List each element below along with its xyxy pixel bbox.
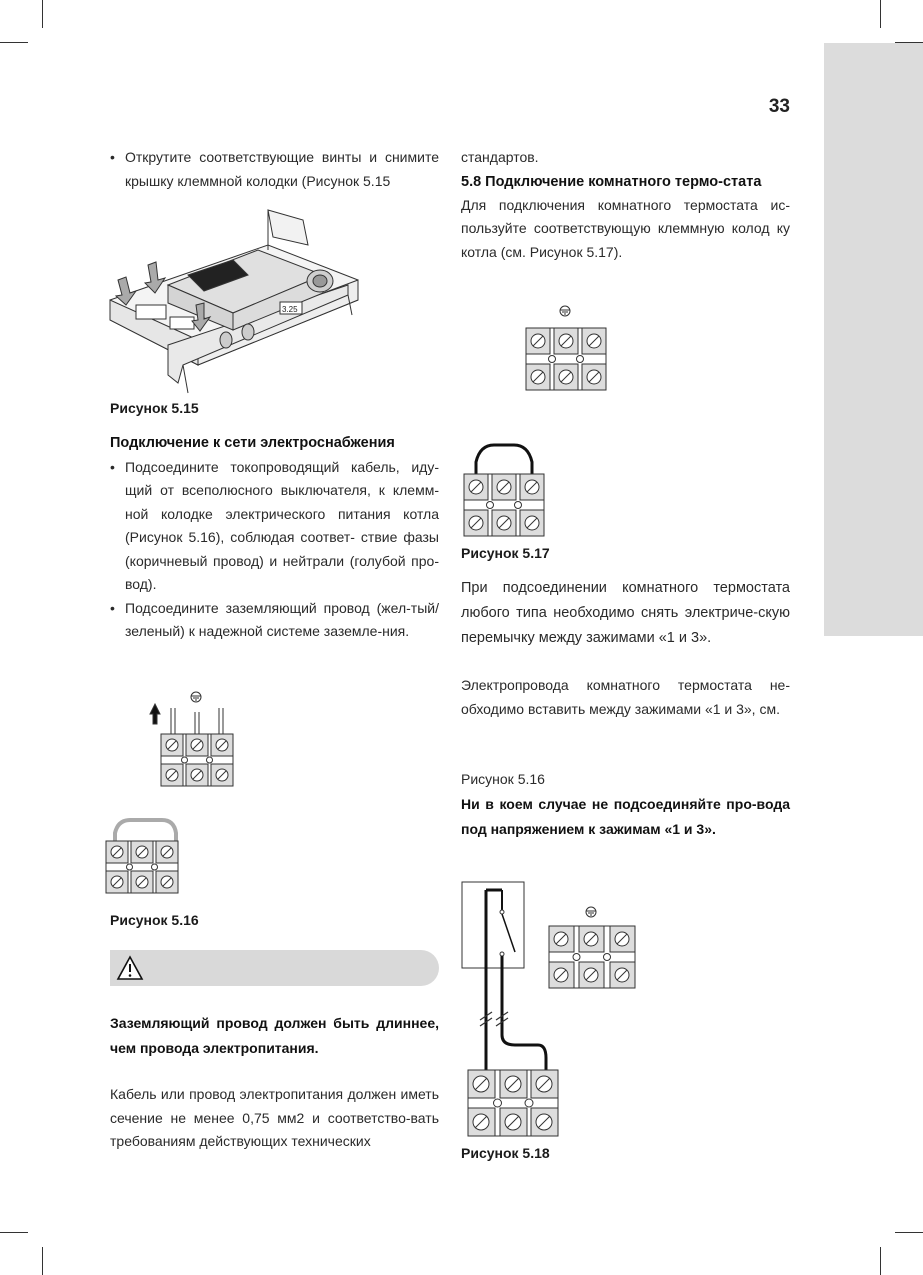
right-column-warning xyxy=(461,792,790,842)
bullet-text: • Подсоедините заземляющий провод (жел-тый/зеленый) к надежной системе заземле-ния. xyxy=(110,597,439,644)
para-text: При подсоединении комнатного термостата любого типа необходимо снять электриче-скую перемычку между зажимами «1 и 3». xyxy=(461,580,790,646)
right-column-top xyxy=(461,146,790,264)
para-text: Кабель или провод электропитания должен иметь сечение не менее 0,75 мм2 и соответство-вать требованиям действующих технических xyxy=(110,1086,439,1149)
crop-mark xyxy=(880,0,881,28)
page-number: 33 xyxy=(768,96,790,117)
section-title: 5.8 Подключение комнатного термо-стата xyxy=(461,173,762,190)
bullet-remove-cover xyxy=(110,146,439,193)
crop-mark xyxy=(880,1247,881,1275)
para-text: Для подключения комнатного термостата ис-пользуйте соответствующую клеммную колод ку котла (см. Рисунок 5.17). xyxy=(461,196,790,260)
figure-5-18-caption: Рисунок 5.18 xyxy=(461,1145,550,1161)
crop-mark xyxy=(0,1232,28,1233)
para-cable xyxy=(110,1083,439,1154)
ref-text: Рисунок 5.16 xyxy=(461,771,545,787)
figure-5-18-thermostat xyxy=(460,880,640,1142)
bullet-text: • Подсоедините токопроводящий кабель, иду-щий от всеполюсного выключателя, к клемм-ной колодке электрического питания котла (Рисунок 5.16), соблюдая соответ- ствие фазы (коричневый провод) и нейтрали (голубой про-вод). xyxy=(110,456,439,597)
right-column-middle xyxy=(461,576,790,651)
crop-mark xyxy=(0,42,28,43)
section-power-connection xyxy=(110,432,439,644)
figure-5-17-terminal xyxy=(520,302,615,392)
cont-text: стандартов. xyxy=(461,149,539,165)
bullet-text: • Открутите соответствующие винты и снимите крышку клеммной колодки (Рисунок 5.15 xyxy=(110,146,439,193)
figure-5-15-boiler xyxy=(108,205,368,400)
warning-ground-text xyxy=(110,1011,439,1061)
right-column-para3 xyxy=(461,673,790,721)
section-title: Подключение к сети электроснабжения xyxy=(110,435,395,451)
crop-mark xyxy=(895,42,923,43)
figure-5-15-caption: Рисунок 5.15 xyxy=(110,400,199,416)
crop-mark xyxy=(895,1232,923,1233)
crop-mark xyxy=(42,1247,43,1275)
warning-text: Заземляющий провод должен быть длиннее, чем провода электропитания. xyxy=(110,1015,439,1056)
para-text: Электропровода комнатного термостата не-обходимо вставить между зажимами «1 и 3», см. xyxy=(461,677,790,717)
warning-text: Ни в коем случае не подсоединяйте про-вода под напряжением к зажимам «1 и 3». xyxy=(461,796,790,837)
figure-5-17-caption: Рисунок 5.17 xyxy=(461,545,550,561)
right-column-ref xyxy=(461,768,790,792)
crop-mark xyxy=(42,0,43,28)
warning-bar xyxy=(110,950,439,986)
figure-5-16-caption: Рисунок 5.16 xyxy=(110,912,199,928)
figure-5-16-terminal-wired xyxy=(145,688,245,788)
display-text: 3.25 xyxy=(282,305,298,314)
figure-5-16-terminal-jumper xyxy=(100,815,190,895)
warning-triangle-icon xyxy=(116,955,144,981)
chapter-side-tab xyxy=(824,43,923,636)
figure-5-17-terminal-jumper xyxy=(458,440,553,540)
